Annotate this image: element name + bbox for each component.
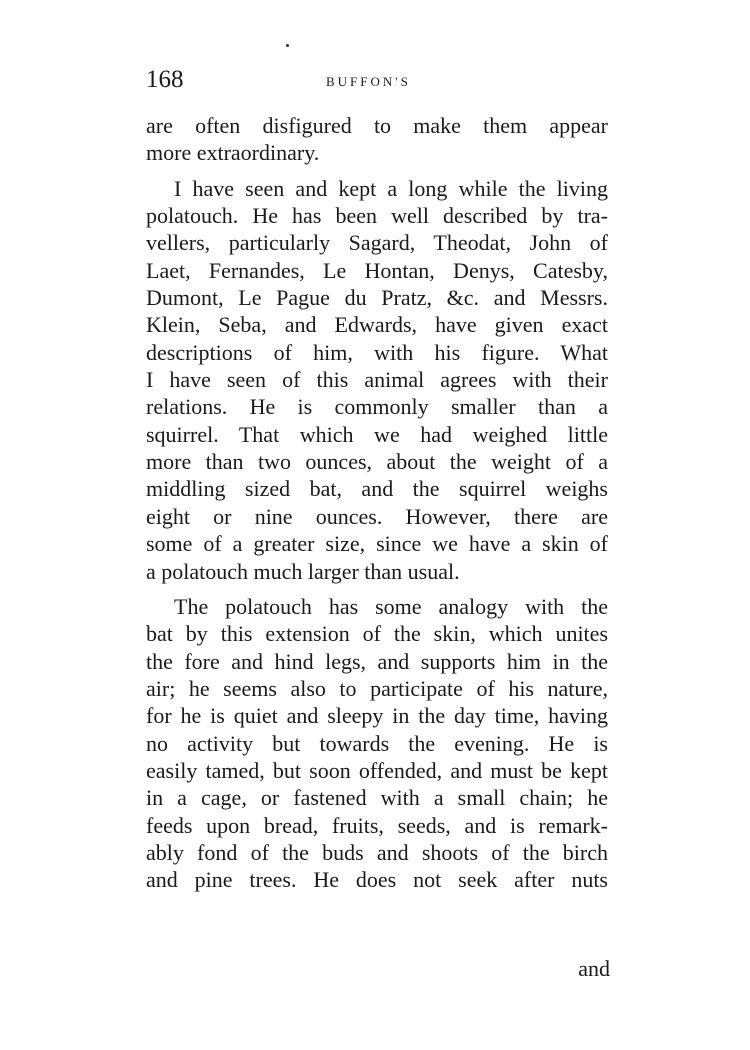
text-line: in a cage, or fastened with a small chain; he	[146, 785, 608, 811]
text-line: ably fond of the buds and shoots of the birch	[146, 839, 608, 865]
text-line: are often disfigured to make them appear	[146, 113, 608, 138]
text-line: air; he seems also to participate of his nature,	[146, 675, 608, 701]
text-line: easily tamed, but soon offended, and must be kept	[146, 757, 608, 783]
text-line: and pine trees. He does not seek after nuts	[146, 867, 608, 893]
catchword: and	[578, 956, 610, 981]
text-line: middling sized bat, and the squirrel weighs	[146, 476, 608, 502]
page-number: 168	[146, 66, 184, 93]
text-line: polatouch. He has been well described by tra-	[146, 203, 608, 229]
text-line: Laet, Fernandes, Le Hontan, Denys, Catesby,	[146, 257, 608, 283]
text-line: bat by this extension of the skin, which unites	[146, 621, 608, 647]
text-line: more extraordinary.	[146, 140, 320, 166]
running-head	[146, 66, 606, 96]
text-line: the fore and hind legs, and supports him in the	[146, 648, 608, 674]
text-line: I have seen of this animal agrees with their	[146, 367, 608, 393]
running-title: BUFFON'S	[326, 74, 411, 89]
text-line: relations. He is commonly smaller than a	[146, 394, 608, 420]
body-text	[146, 112, 608, 894]
text-line: squirrel. That which we had weighed little	[146, 421, 608, 447]
text-line: for he is quiet and sleepy in the day time, having	[146, 703, 608, 729]
text-line: a polatouch much larger than usual.	[146, 558, 460, 584]
text-line: Klein, Seba, and Edwards, have given exact	[146, 312, 608, 338]
text-line: feeds upon bread, fruits, seeds, and is remark-	[146, 812, 608, 838]
print-speck	[286, 44, 289, 47]
text-line: more than two ounces, about the weight of a	[146, 449, 608, 475]
text-line: I have seen and kept a long while the living	[174, 175, 608, 201]
text-line: eight or nine ounces. However, there are	[146, 503, 608, 529]
text-line: descriptions of him, with his figure. What	[146, 339, 608, 365]
text-line: Dumont, Le Pague du Pratz, &c. and Messrs.	[146, 285, 608, 311]
text-line: The polatouch has some analogy with the	[174, 593, 608, 619]
text-line: some of a greater size, since we have a skin of	[146, 531, 608, 557]
text-line: no activity but towards the evening. He is	[146, 730, 608, 756]
text-line: vellers, particularly Sagard, Theodat, John of	[146, 230, 608, 256]
